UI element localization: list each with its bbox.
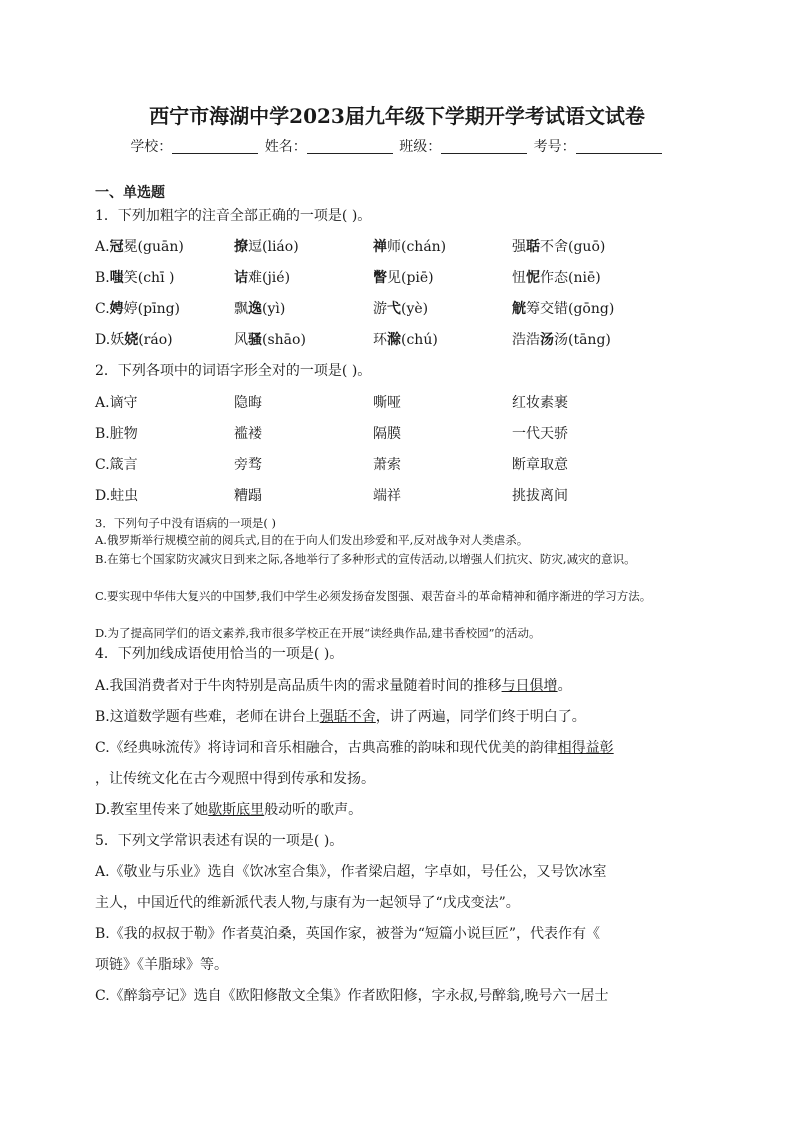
q5-option-a: A.《敬业与乐业》选自《饮冰室合集》，作者梁启超，字卓如，号任公，又号饮冰室 [95, 864, 607, 880]
q1-option-row [95, 329, 695, 349]
tested-character: 撩 [234, 239, 248, 255]
q1-option-cell [373, 298, 428, 318]
tested-character: 嗤 [109, 270, 124, 286]
q1-option-cell [373, 329, 438, 349]
option-text: 娉婷(pīng) [109, 301, 181, 317]
q1-option-cell [512, 329, 611, 349]
option-text: 瞥见(piē) [373, 270, 434, 286]
class-label: 班级： [399, 139, 442, 155]
option-text: 环滁(chú) [373, 332, 438, 348]
q2-option-row [95, 392, 695, 412]
q2-option-cell [95, 454, 138, 474]
option-text: 禅师(chán) [373, 239, 447, 255]
option-text: 隐晦 [234, 395, 262, 411]
q4-d-end: 般动听的歌声。 [264, 802, 363, 818]
exam-title: 西宁市海湖中学2023届九年级下学期开学考试语文试卷 [149, 104, 645, 128]
q3-stem: 3．下列句子中没有语病的一项是( ) [95, 516, 276, 530]
q1-option-row [95, 236, 695, 256]
tested-character: 骚 [248, 332, 262, 348]
q2-option-cell [512, 485, 568, 505]
q1-stem: 1．下列加粗字的注音全部正确的一项是( )。 [95, 208, 372, 224]
q5-stem: 5．下列文学常识表述有误的一项是( )。 [95, 833, 344, 849]
option-letter: A. [95, 395, 110, 411]
q4-option-c-cont: ，让传统文化在古今观照中得到传承和发扬。 [95, 771, 375, 787]
q4-option-b [95, 706, 695, 726]
q2-option-cell [373, 392, 401, 412]
q3-option-d: D.为了提高同学们的语文素养,我市很多学校正在开展“读经典作品,建书香校园”的活动。 [95, 626, 541, 640]
tested-character: 娆 [124, 332, 139, 348]
q1-option-cell [373, 267, 434, 287]
q4-b-idiom: 强聒不舍 [319, 709, 376, 725]
q2-stem: 2．下列各项中的词语字形全对的一项是( )。 [95, 363, 372, 379]
q1-option-cell [234, 329, 306, 349]
school-blank[interactable] [172, 139, 258, 154]
tested-character: 聒 [526, 239, 540, 255]
q4-stem: 4．下列加线成语使用恰当的一项是( )。 [95, 646, 344, 662]
option-text: 脏物 [109, 426, 138, 442]
q2-option-row [95, 485, 695, 505]
q4-d-text: D.教室里传来了她 [95, 802, 209, 818]
option-text: 箴言 [109, 457, 138, 473]
option-text: 嘶哑 [373, 395, 401, 411]
option-letter: C. [95, 301, 110, 317]
tested-character: 滁 [387, 332, 401, 348]
q3-option-c: C.要实现中华伟大复兴的中国梦,我们中学生必须发扬奋发图强、艰苦奋斗的革命精神和循序渐进的学习方法。 [95, 589, 652, 603]
q5-option-a-cont: 主人，中国近代的维新派代表人物,与康有为一起领导了“戊戌变法”。 [95, 895, 520, 911]
q4-a-text: A.我国消费者对于牛肉特别是高品质牛肉的需求量随着时间的推移 [95, 678, 502, 694]
q2-option-cell [512, 454, 568, 474]
q2-option-cell [234, 423, 262, 443]
q2-option-cell [234, 485, 262, 505]
option-text: 风骚(shāo) [234, 332, 306, 348]
q4-option-c [95, 737, 695, 757]
option-text: 妖娆(ráo) [110, 332, 173, 348]
option-text: 隔膜 [373, 426, 401, 442]
q2-option-cell [373, 423, 401, 443]
student-info-line [0, 136, 794, 156]
option-letter: B. [95, 270, 110, 286]
id-label: 考号： [533, 139, 576, 155]
q1-option-cell [95, 298, 180, 318]
name-label: 姓名： [264, 139, 307, 155]
option-letter: B. [95, 426, 110, 442]
q2-option-cell [95, 392, 138, 412]
q3-option-b: B.在第七个国家防灾减灾日到来之际,各地举行了多种形式的宣传活动,以增强人们抗灾、防灾,减灾的意识。 [95, 552, 636, 566]
option-text: 蛀虫 [110, 488, 139, 504]
q4-b-text: B.这道数学题有些难，老师在讲台上 [95, 709, 320, 725]
option-text: 挑拔离间 [512, 488, 568, 504]
q1-option-cell [95, 236, 184, 256]
q1-option-cell [512, 236, 605, 256]
option-text: 冠冕(guān) [109, 239, 184, 255]
tested-character: 娉 [109, 301, 124, 317]
tested-character: 诘 [234, 270, 248, 286]
q5-option-c: C.《醉翁亭记》选自《欧阳修散文全集》作者欧阳修，字永叔,号醉翁,晚号六一居士 [95, 988, 609, 1004]
class-blank[interactable] [441, 139, 527, 154]
q2-option-cell [512, 392, 568, 412]
q4-a-idiom: 与日俱增 [501, 678, 558, 694]
q4-a-end: 。 [557, 678, 572, 694]
q2-option-cell [95, 485, 138, 505]
option-text: 端祥 [373, 488, 401, 504]
option-letter: A. [95, 239, 110, 255]
q2-option-row [95, 454, 695, 474]
q1-option-row [95, 267, 695, 287]
option-letter: C. [95, 457, 110, 473]
q4-c-idiom: 相得益彰 [557, 740, 614, 756]
tested-character: 冠 [109, 239, 124, 255]
section-heading: 一、单选题 [95, 185, 165, 201]
q5-option-b-cont: 项链》《羊脂球》等。 [95, 957, 228, 973]
q4-d-idiom: 歇斯底里 [208, 802, 265, 818]
q2-option-row [95, 423, 695, 443]
id-blank[interactable] [576, 139, 662, 154]
q1-option-cell [95, 267, 174, 287]
option-letter: D. [95, 488, 111, 504]
q4-c-text: C.《经典咏流传》将诗词和音乐相融合，古典高雅的韵味和现代优美的韵律 [95, 740, 558, 756]
tested-character: 觥 [512, 301, 526, 317]
option-letter: D. [95, 332, 111, 348]
option-text: 飘逸(yì) [234, 301, 286, 317]
option-text: 旁骛 [234, 457, 262, 473]
q1-option-cell [373, 236, 446, 256]
q4-option-d [95, 799, 695, 819]
q2-option-cell [373, 485, 401, 505]
q1-option-cell [95, 329, 173, 349]
q2-option-cell [95, 423, 138, 443]
option-text: 断章取意 [512, 457, 568, 473]
q1-option-cell [234, 236, 299, 256]
tested-character: 弋 [387, 301, 401, 317]
tested-character: 逸 [248, 301, 262, 317]
school-label: 学校： [130, 139, 173, 155]
q2-option-cell [512, 423, 568, 443]
option-text: 忸怩作态(niē) [512, 270, 601, 286]
tested-character: 怩 [526, 270, 540, 286]
q2-option-cell [234, 454, 262, 474]
option-text: 谪守 [109, 395, 138, 411]
q1-option-cell [512, 298, 614, 318]
option-text: 萧索 [373, 457, 401, 473]
option-text: 强聒不舍(guō) [512, 239, 606, 255]
q1-option-cell [234, 267, 290, 287]
q4-b-end: ，讲了两遍，同学们终于明白了。 [375, 709, 586, 725]
option-text: 红妆素裹 [512, 395, 568, 411]
name-blank[interactable] [307, 139, 393, 154]
q2-option-cell [373, 454, 401, 474]
option-text: 一代天骄 [512, 426, 568, 442]
q3-option-a: A.俄罗斯举行规模空前的阅兵式,目的在于向人们发出珍爱和平,反对战争对人类虐杀。 [95, 533, 529, 547]
q2-option-cell [234, 392, 262, 412]
option-text: 嗤笑(chī ) [109, 270, 175, 286]
q1-option-cell [234, 298, 285, 318]
option-text: 觥筹交错(gōng) [512, 301, 615, 317]
tested-character: 禅 [373, 239, 387, 255]
q5-option-b: B.《我的叔叔于勒》作者莫泊桑，英国作家，被誉为“短篇小说巨匠”，代表作有《 [95, 926, 601, 942]
q1-option-cell [512, 267, 601, 287]
option-text: 糟蹋 [234, 488, 262, 504]
option-text: 浩浩汤汤(tāng) [512, 332, 611, 348]
option-text: 诘难(jié) [234, 270, 291, 286]
tested-character: 汤 [540, 332, 554, 348]
option-text: 撩逗(liáo) [234, 239, 299, 255]
option-text: 游弋(yè) [373, 301, 429, 317]
tested-character: 瞥 [373, 270, 387, 286]
q4-option-a [95, 675, 695, 695]
option-text: 褴褛 [234, 426, 262, 442]
q1-option-row [95, 298, 695, 318]
